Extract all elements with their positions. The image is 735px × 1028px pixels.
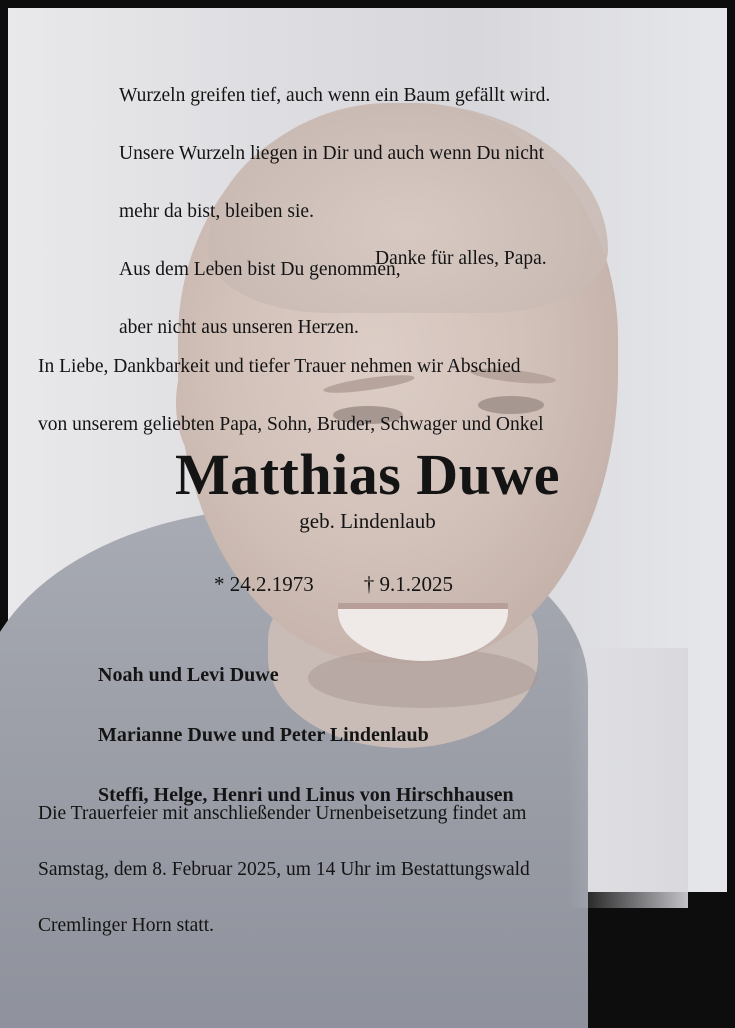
mourner-line: Noah und Levi Duwe bbox=[98, 664, 279, 686]
poem-line: Unsere Wurzeln liegen in Dir und auch wenn Du nicht bbox=[119, 143, 545, 164]
service-line: Cremlinger Horn statt. bbox=[38, 915, 215, 936]
mourner-line: Marianne Duwe und Peter Lindenlaub bbox=[98, 724, 429, 746]
birth-name: geb. Lindenlaub bbox=[299, 509, 436, 533]
poem-line: Aus dem Leben bist Du genommen, bbox=[119, 259, 401, 280]
life-dates bbox=[214, 547, 453, 597]
poem-line: mehr da bist, bleiben sie. bbox=[119, 201, 314, 222]
intro-line: In Liebe, Dankbarkeit und tiefer Trauer nehmen wir Abschied bbox=[38, 356, 521, 377]
service-line: Die Trauerfeier mit anschließender Urnenbeisetzung findet am bbox=[38, 803, 527, 824]
birth-date: * 24.2.1973 bbox=[214, 572, 314, 596]
intro-line: von unserem geliebten Papa, Sohn, Bruder, Schwager und Onkel bbox=[38, 414, 544, 435]
poem-line: aber nicht aus unseren Herzen. bbox=[119, 317, 359, 338]
obituary-notice bbox=[8, 8, 727, 936]
thanks-line: Danke für alles, Papa. bbox=[375, 248, 547, 269]
poem-line: Wurzeln greifen tief, auch wenn ein Baum gefällt wird. bbox=[119, 85, 551, 106]
mourner-line: Steffi, Helge, Henri und Linus von Hirschhausen bbox=[98, 784, 514, 806]
funeral-service-info bbox=[38, 772, 702, 968]
service-line: Samstag, dem 8. Februar 2025, um 14 Uhr im Bestattungswald bbox=[38, 859, 530, 880]
death-date: † 9.1.2025 bbox=[363, 572, 453, 596]
deceased-name: Matthias Duwe bbox=[174, 442, 561, 507]
